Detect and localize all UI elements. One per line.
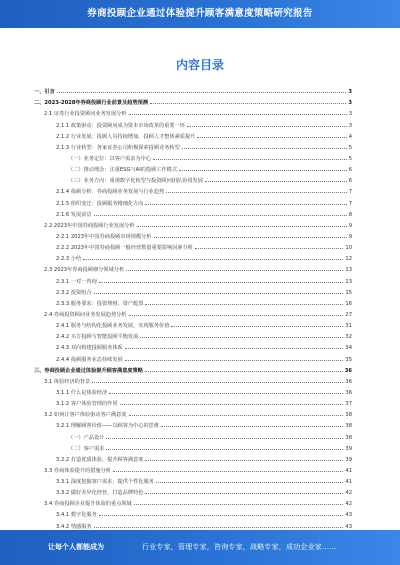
toc-entry[interactable] [34, 229, 352, 240]
toc-entry[interactable] [34, 329, 352, 340]
toc-leader-dots [145, 204, 346, 205]
toc-leader-dots [156, 482, 344, 483]
toc-page-number: 13 [345, 278, 352, 285]
toc-entry-title: 2.3.1 一对一咨询 [56, 278, 97, 285]
toc-page-number: 6 [348, 178, 352, 185]
toc-page-number: 15 [345, 289, 352, 296]
toc-entry-title: 2.4.3 双向构建投顾服务体系 [56, 345, 123, 352]
toc-entry-title: （一）产品设计 [68, 434, 105, 441]
toc-entry[interactable] [34, 429, 352, 440]
toc-page-number: 3 [348, 122, 352, 129]
toc-page-number: 9 [348, 233, 352, 240]
toc-leader-dots [94, 293, 344, 294]
toc-entry-title: 3.3.2 做好差异化经营，打造品牌特色 [56, 490, 144, 497]
toc-entry[interactable] [34, 474, 352, 485]
toc-page-number: 9 [348, 222, 352, 229]
toc-page-number: 42 [345, 501, 352, 508]
footer-slogan: 让每个人都能成为 [48, 543, 104, 551]
toc-entry-title: 2.3.3 服务要求：投资理财、资产配置 [56, 300, 144, 307]
toc-entry[interactable] [34, 363, 352, 374]
toc-entry-title: 3.4.1 数字化服务 [56, 512, 97, 519]
toc-page-number: 38 [345, 423, 352, 430]
toc-entry-title: 3.1.2 客户体验管理的作用 [56, 401, 118, 408]
toc-entry-title: 2.1.4 投顾分析：券商投顾业务发展与行业趋势 [56, 189, 165, 196]
page-title: 内容目录 [175, 58, 224, 72]
toc-entry[interactable] [34, 441, 352, 452]
toc-leader-dots [182, 148, 347, 149]
toc-entry[interactable] [34, 151, 352, 162]
toc-entry-title: 2.3.2 投资组合 [56, 289, 92, 296]
toc-page-number: 43 [345, 523, 352, 530]
toc-leader-dots [134, 504, 344, 505]
toc-page-number: 12 [345, 256, 352, 263]
toc-leader-dots [109, 393, 343, 394]
toc-entry-title: （三）业务方向：重视数字化转型与投资顾问团队协同发展 [68, 178, 203, 185]
toc-entry-title: 2.2 2023年中国券商投顾行业发展分析 [44, 222, 135, 229]
toc-entry[interactable] [34, 95, 352, 106]
toc-leader-dots [145, 493, 343, 494]
toc-page-number: 5 [348, 155, 352, 162]
toc-entry[interactable] [34, 106, 352, 117]
toc-leader-dots [187, 126, 347, 127]
toc-entry-title: 2.1 证券行业投资顾问业务发展分析 [44, 111, 127, 118]
toc-leader-dots [166, 192, 346, 193]
toc-entry[interactable] [34, 296, 352, 307]
toc-leader-dots [106, 449, 343, 450]
toc-leader-dots [99, 515, 344, 516]
toc-entry-title: 二、2023-2028年券商投顾行业前景及趋势预测 [34, 100, 149, 107]
toc-entry-title: 2.2.3 小结 [56, 256, 82, 263]
toc-entry-title: 三、券商投顾企业通过体验提升顾客满意度策略 [34, 367, 143, 374]
toc-page-number: 34 [345, 345, 352, 352]
toc-leader-dots [205, 181, 347, 182]
toc-leader-dots [94, 527, 344, 528]
toc-leader-dots [150, 103, 346, 104]
toc-page-number: 39 [345, 456, 352, 463]
toc-entry-title: （一）业务定位：以客户需求为中心 [68, 155, 152, 162]
toc-entry[interactable] [34, 418, 352, 429]
toc-entry-title: 3.2.1 理解顾客价值——以顾客为中心的思维 [56, 423, 160, 430]
toc-entry-title: 3.4.2 情感服务 [56, 523, 92, 530]
footer-banner [0, 530, 400, 565]
toc-entry-title: 2.1.1 政策驱动：投资顾问成为资本市场改革的重要一环 [56, 122, 185, 129]
toc-entry[interactable] [34, 374, 352, 385]
report-title: 券商投顾企业通过体验提升顾客满意度策略研究报告 [87, 8, 313, 19]
toc-entry[interactable] [34, 507, 352, 518]
toc-page-number: 42 [345, 490, 352, 497]
toc-entry-title: 2.4.2 买方投顾与智能投顾平衡发展 [56, 334, 139, 341]
toc-page-number: 37 [345, 401, 352, 408]
toc-page-number: 38 [345, 412, 352, 419]
toc-entry-title: 2.2.1 2023年中国券商投顾市场规模分析 [56, 233, 152, 240]
toc-leader-dots [83, 259, 343, 260]
toc-leader-dots [179, 170, 347, 171]
toc-entry-title: 3.1.1 什么是体验经济 [56, 389, 108, 396]
toc-entry[interactable] [34, 218, 352, 229]
report-header [0, 0, 400, 28]
toc-leader-dots [120, 404, 344, 405]
toc-leader-dots [92, 382, 343, 383]
toc-entry[interactable] [34, 162, 352, 173]
toc-leader-dots [106, 438, 343, 439]
toc-entry[interactable] [34, 307, 352, 318]
toc-leader-dots [197, 137, 346, 138]
toc-entry[interactable] [34, 485, 352, 496]
toc-entry-title: 3.2.2 打造优质体验，提升顾客满意度 [56, 456, 144, 463]
toc-leader-dots [161, 426, 343, 427]
toc-leader-dots [113, 471, 343, 472]
toc-entry-title: 2.4.1 服务与结构化投顾业务发展，实现服务价值 [56, 323, 170, 330]
toc-leader-dots [129, 415, 344, 416]
toc-entry[interactable] [34, 496, 352, 507]
toc-page-number: 8 [348, 211, 352, 218]
toc-leader-dots [153, 159, 347, 160]
toc-entry-title: 2.2.2 2023年中国券商投顾一般经营数量重要影响因素分析 [56, 245, 193, 252]
toc-page-number: 36 [345, 389, 352, 396]
toc-entry-title: （二）推动理念：注重ESG与AI的投顾工作模式 [68, 167, 178, 174]
toc-page-number: 16 [345, 300, 352, 307]
toc-entry[interactable] [34, 318, 352, 329]
toc-entry[interactable] [34, 452, 352, 463]
toc-entry-title: 3.4 券商投顾企业提升体验的重点领域 [44, 501, 132, 508]
toc-page-number: 5 [348, 144, 352, 151]
toc-entry-title: 3.3.1 深度挖掘客户需求，提供个性化服务 [56, 479, 154, 486]
toc-entry[interactable] [34, 84, 352, 95]
toc-entry-title: 3.1 体验经济的背景 [44, 378, 91, 385]
toc-page-number: 7 [348, 189, 352, 196]
toc-leader-dots [145, 304, 343, 305]
toc-entry-title: 2.4.4 投顾服务业态持续发展 [56, 356, 123, 363]
toc-page-number: 31 [345, 323, 352, 330]
toc-page-number: 6 [348, 167, 352, 174]
toc-entry-title: 2.3 2023年券商投顾细分领域分析 [44, 267, 125, 274]
toc-page-number: 4 [348, 133, 352, 140]
toc-leader-dots [99, 282, 344, 283]
toc-entry[interactable] [34, 351, 352, 362]
toc-entry-title: 2.1.2 行业发展：投顾人员持续增加，投顾人才整体素质提升 [56, 133, 196, 140]
toc-entry[interactable] [34, 285, 352, 296]
toc-leader-dots [125, 348, 344, 349]
toc-leader-dots [94, 215, 347, 216]
toc-entry[interactable] [34, 518, 352, 529]
toc-page-number: 7 [348, 200, 352, 207]
toc-page-number: 35 [345, 356, 352, 363]
toc-entry-title: 3.2 如何让客户体验驱动客户满意度 [44, 412, 127, 419]
toc-leader-dots [145, 460, 343, 461]
toc-page-number: 27 [345, 311, 352, 318]
toc-leader-dots [154, 237, 347, 238]
toc-page-number: 3 [348, 89, 352, 96]
toc-leader-dots [137, 226, 347, 227]
toc-page-number: 3 [348, 100, 352, 107]
toc-entry[interactable] [34, 273, 352, 284]
toc-leader-dots [145, 371, 343, 372]
toc-leader-dots [126, 270, 343, 271]
toc-entry[interactable] [34, 173, 352, 184]
toc-entry[interactable] [34, 407, 352, 418]
toc-entry[interactable] [34, 240, 352, 251]
toc-page-number: 39 [345, 445, 352, 452]
toc-entry[interactable] [34, 251, 352, 262]
toc-entry[interactable] [34, 129, 352, 140]
toc-entry[interactable] [34, 140, 352, 151]
toc-entry-title: 一、引言 [34, 89, 55, 96]
toc-page-number: 41 [345, 479, 352, 486]
toc-entry[interactable] [34, 117, 352, 128]
table-of-contents [34, 84, 352, 530]
toc-entry-title: 2.1.3 行业转型：各家证券公司积极探索投顾业务转型 [56, 144, 180, 151]
toc-entry[interactable] [34, 195, 352, 206]
toc-leader-dots [195, 248, 343, 249]
toc-page-number: 13 [345, 267, 352, 274]
toc-leader-dots [57, 92, 347, 93]
toc-entry[interactable] [34, 184, 352, 195]
toc-entry[interactable] [34, 385, 352, 396]
toc-page-number: 32 [345, 334, 352, 341]
toc-page-number: 36 [345, 378, 352, 385]
toc-entry-title: 2.1.5 组织变迁：投顾服务精细化方向 [56, 200, 144, 207]
toc-leader-dots [129, 114, 347, 115]
toc-entry-title: 2.4 券商投资顾问业务发展趋势分析 [44, 311, 127, 318]
toc-page-number: 36 [344, 367, 352, 374]
toc-leader-dots [171, 326, 343, 327]
toc-entry-title: 3.3 券商体验提升的措施分析 [44, 467, 111, 474]
footer-roles: 行业专家，管理专家，咨询专家，战略专家，成功企业家…… [142, 543, 337, 551]
toc-page-number: 38 [345, 434, 352, 441]
toc-page-number: 3 [348, 111, 352, 118]
toc-entry[interactable] [34, 207, 352, 218]
toc-leader-dots [129, 315, 344, 316]
toc-entry[interactable] [34, 463, 352, 474]
toc-page-number: 10 [345, 245, 352, 252]
toc-page-number: 41 [345, 467, 352, 474]
toc-entry[interactable] [34, 262, 352, 273]
toc-entry[interactable] [34, 396, 352, 407]
toc-leader-dots [140, 337, 343, 338]
toc-entry-title: （二）客户需求 [68, 445, 105, 452]
toc-entry[interactable] [34, 340, 352, 351]
toc-page-number: 43 [345, 512, 352, 519]
toc-leader-dots [125, 360, 344, 361]
toc-entry-title: 2.1.6 发展前景 [56, 211, 92, 218]
